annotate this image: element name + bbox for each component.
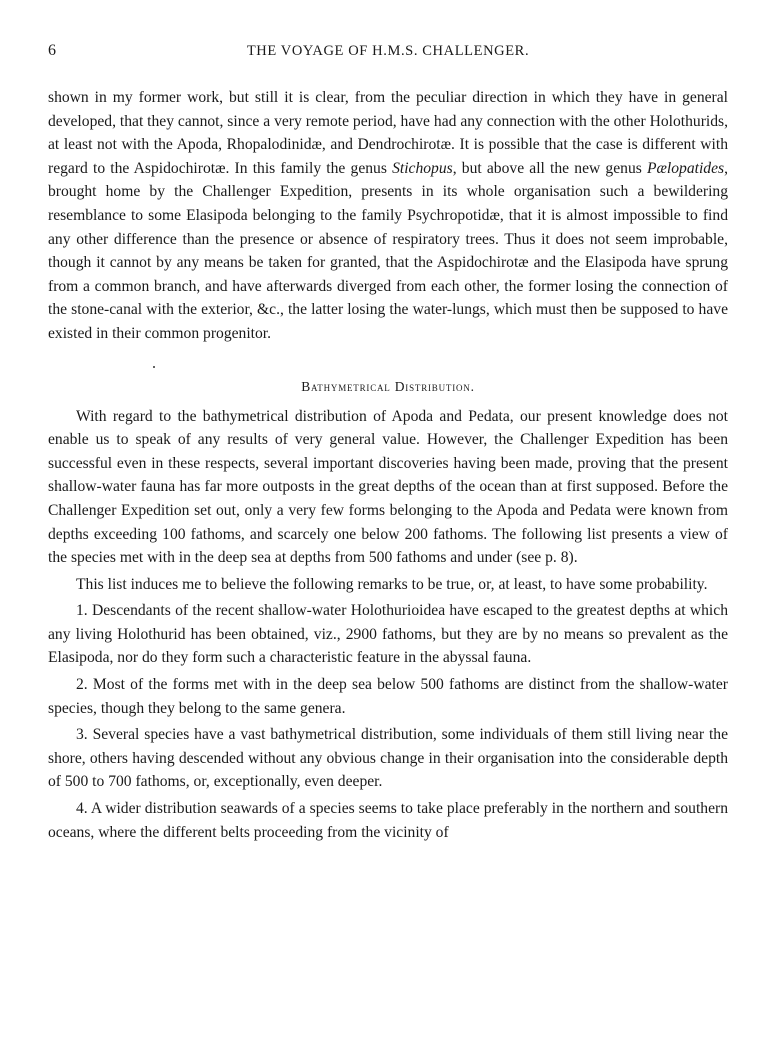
running-head <box>48 42 728 68</box>
paragraph-text: shown in my former work, but still it is clear, from the peculiar direction in which they have in general developed, that they cannot, since a very remote period, have had any connection with the other Holothurids, at least not with the Apoda, Rhopalodinidæ, and Dendrochirotæ. It is possible that the case is different with regard to the Aspidochirotæ. In this family the genus <box>48 89 728 177</box>
paragraph-text: , but above all the new genus <box>452 159 647 177</box>
section-heading: Bathymetrical Distribution. <box>301 378 475 394</box>
running-title: THE VOYAGE OF H.M.S. CHALLENGER. <box>246 43 530 59</box>
remark-item-4: 4. A wider distribution seawards of a species seems to take place preferably in the northern and southern oceans, where the different belts proceeding from the vicinity of <box>48 800 728 841</box>
genus-name-stichopus: Stichopus <box>392 159 453 177</box>
genus-name-paelopatides: Pælopatides <box>646 159 725 177</box>
remark-item-2: 2. Most of the forms met with in the deep sea below 500 fathoms are distinct from the shallow-water species, though they belong to the same genera. <box>48 676 728 717</box>
paragraph-list-intro: This list induces me to believe the following remarks to be true, or, at least, to have some probability. <box>76 575 708 593</box>
paragraph-text: , brought home by the Challenger Expedition, presents in its whole organisation such a bewildering resemblance to some Elasipoda belonging to the family Psychropotidæ, that it is almost impossible to find any other difference than the presence or absence of respiratory trees. Thus it does not seem improbable, though it cannot by any means be taken for granted, that the Aspidochirotæ and the Elasipoda have sprung from a common branch, and have afterwards diverged from each other, the former losing the connection of the stone-canal with the exterior, &c., the latter losing the water-lungs, which must then be supposed to have existed in their common progenitor. <box>48 159 728 342</box>
remark-item-3: 3. Several species have a vast bathymetrical distribution, some individuals of them still living near the shore, others having descended without any obvious change in their organisation into the considerable depth of 500 to 700 fathoms, or, exceptionally, even deeper. <box>48 726 728 791</box>
page-number: 6 <box>48 42 57 59</box>
paragraph-bathymetrical: With regard to the bathymetrical distribution of Apoda and Pedata, our present knowledge does not enable us to speak of any results of very general value. However, the Challenger Expedition has been successful even in these respects, several important discoveries having been made, proving that the present shallow-water fauna has far more outposts in the great depths of the ocean than at first supposed. Before the Challenger Expedition set out, only a very few forms belonging to the Apoda and Pedata were known from depths exceeding 100 fathoms, and scarcely one below 200 fathoms. The following list presents a view of the species met with in the deep sea at depths from 500 fathoms and under (see p. 8). <box>48 407 728 567</box>
ink-speck <box>153 366 155 368</box>
document-page <box>48 42 728 844</box>
remark-item-1: 1. Descendants of the recent shallow-water Holothurioidea have escaped to the greatest depths at which any living Holothurid has been obtained, viz., 2900 fathoms, but they are by no means so prevalent as the Elasipoda, nor do they form such a characteristic feature in the abyssal fauna. <box>48 602 728 667</box>
paragraph-continuation <box>48 86 728 346</box>
